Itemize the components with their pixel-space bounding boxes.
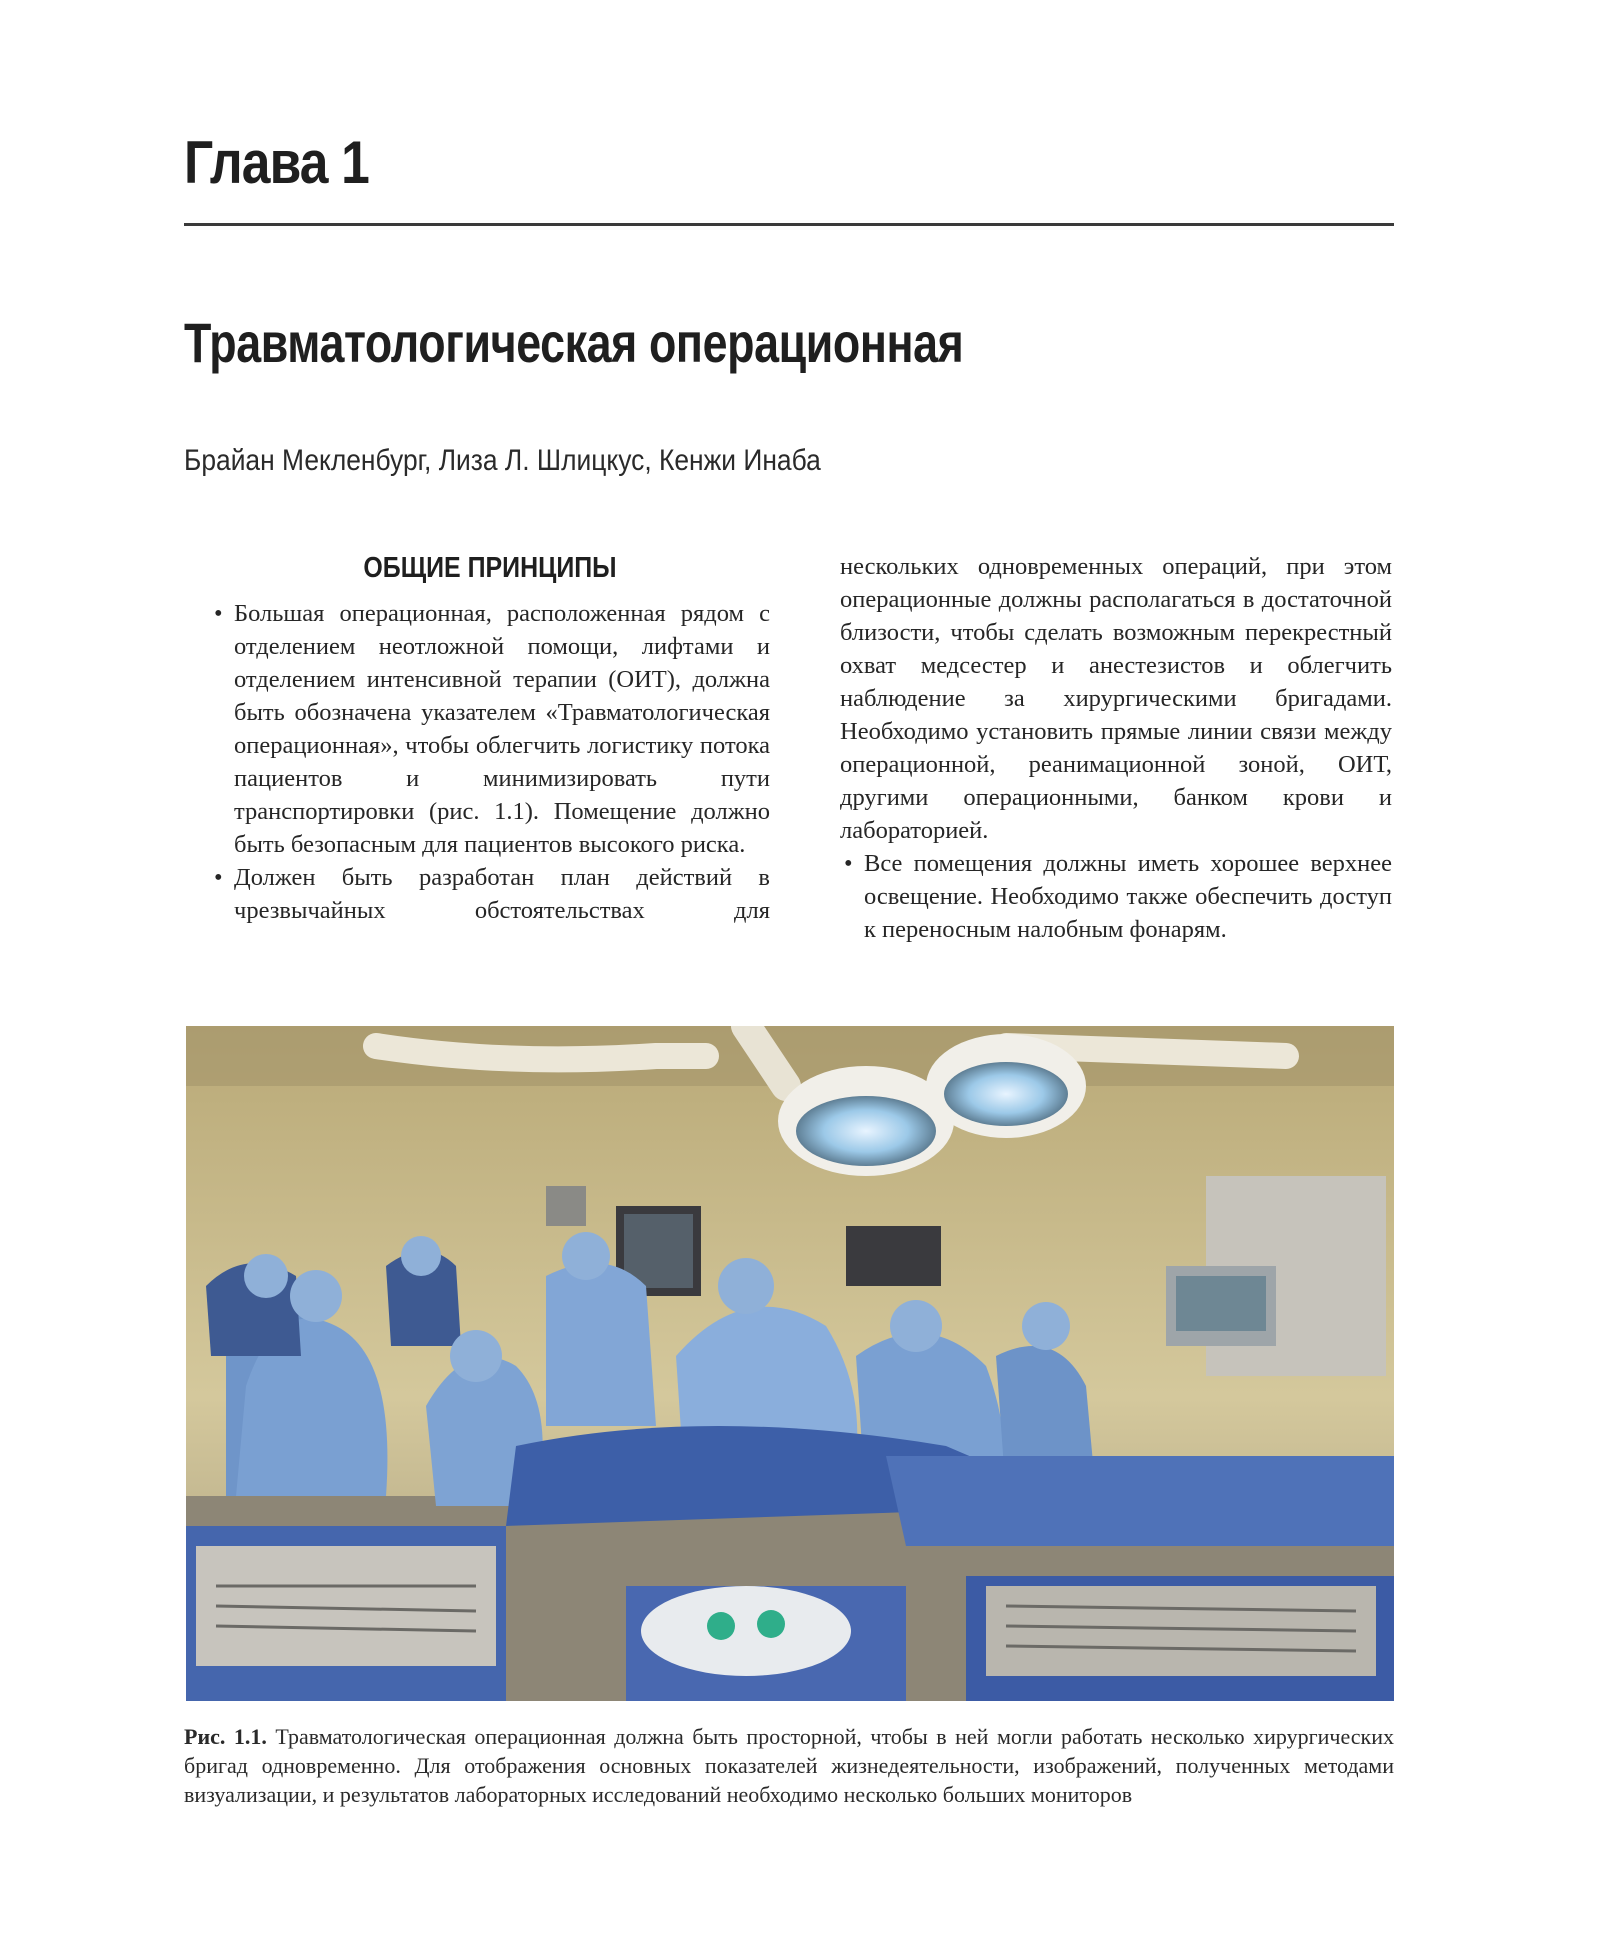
operating-room-illustration (186, 1026, 1394, 1701)
bullet-paragraph-2-start: • Должен быть разработан план действий в чрезвычайных обстоятельствах для (210, 861, 770, 927)
figure-caption (184, 1722, 1394, 1809)
bullet-paragraph-2-continued: нескольких одновременных операций, при этом операционные должны располагаться в достаточной близости, чтобы сделать возможным перекрестный охват медсестер и анестезистов и облегчить наблюдение за хирургическими бригадами. Необходимо установить прямые линии связи между операционной, реанимационной зоной, ОИТ, другими операционными, банком крови и лабораторией. (840, 553, 1392, 844)
figure-caption-text: Травматологическая операционная должна быть просторной, чтобы в ней могли работать несколько хирургических бригад одновременно. Для отображения основных показателей жизнедеятельности, изображений, полученных методами визуализации, и результатов лабораторных исследований необходимо несколько больших мониторов (184, 1724, 1394, 1807)
operating-room-photo (186, 1026, 1394, 1701)
bullet-paragraph-1: • Большая операционная, расположенная рядом с отделением неотложной помощи, лифтами и отделением интенсивной терапии (ОИТ), должна быть обозначена указателем «Травматологическая операционная», чтобы облегчить логистику потока пациентов и минимизировать пути транспортировки (рис. 1.1). Помещение должно быть безопасным для пациентов высокого риска. (210, 597, 770, 861)
chapter-divider (184, 223, 1394, 226)
bullet-paragraph-3: • Все помещения должны иметь хорошее верхнее освещение. Необходимо также обеспечить доступ к переносным налобным фонарям. (840, 847, 1392, 946)
figure-number: Рис. 1.1. (184, 1724, 267, 1749)
chapter-authors: Брайан Мекленбург, Лиза Л. Шлицкус, Кенжи Инаба (184, 444, 821, 477)
right-column (840, 550, 1392, 946)
chapter-title: Травматологическая операционная (184, 311, 964, 374)
chapter-label: Глава 1 (184, 129, 369, 196)
section-heading: ОБЩИЕ ПРИНЦИПЫ (363, 552, 617, 584)
left-column (210, 552, 770, 927)
